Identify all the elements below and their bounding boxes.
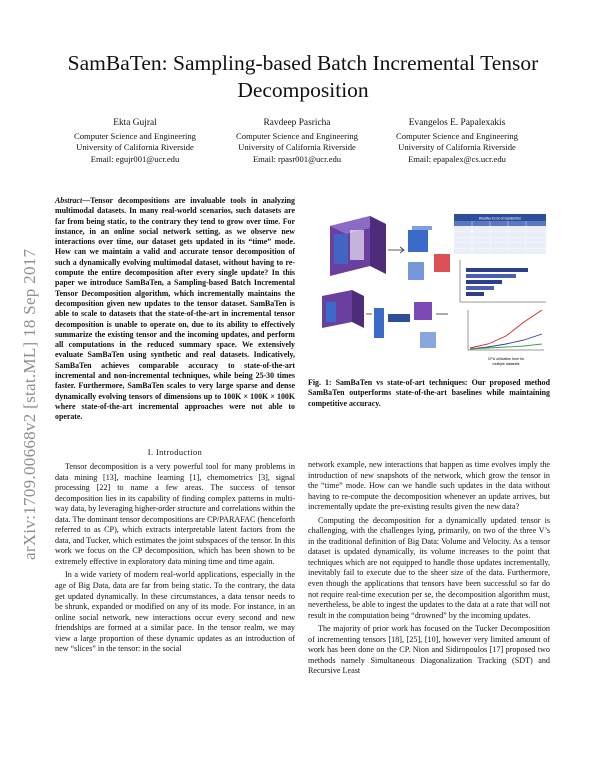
body-paragraph: Computing the decomposition for a dynamically updated tensor is challenging, with the challenges lying, primarily, on two of the three V’s in the traditional definition of Big Data: Volume and Velocity. As a tensor dataset is updated dynamically, its volume increases to the point that techniques which are not equipped to handle those updates incrementally, inevitably fail to execute due to the sheer size of the data. Furthermore, even though the applications that tensors have been successful so far do not require real-time execution per se, the decomposition algorithm must, nevertheless, be able to ingest the updates to the data at a rate that will not result in the computation being “drowned” by the incoming updates. bbox=[308, 515, 550, 620]
speedup-bar-chart bbox=[460, 260, 546, 302]
tensor-cube-icon bbox=[330, 216, 386, 276]
author-name: Evangelos E. Papalexakis bbox=[408, 118, 506, 128]
author-affiliation: University of California Riverside bbox=[76, 142, 194, 152]
introduction-text bbox=[55, 462, 295, 655]
figure-label-line1: CPU utilization time for bbox=[487, 357, 525, 361]
author-2 bbox=[212, 118, 382, 165]
sampled-tensor-icon bbox=[408, 226, 450, 280]
author-name: Ravdeep Pasricha bbox=[263, 118, 331, 128]
scalability-line-chart bbox=[468, 310, 544, 350]
figure-1 bbox=[308, 210, 550, 370]
author-1 bbox=[50, 118, 220, 165]
author-affiliation: University of California Riverside bbox=[398, 142, 516, 152]
paper-title: SamBaTen: Sampling-based Batch Incremental Tensor Decomposition bbox=[67, 51, 539, 102]
author-email: Email: epapalex@cs.ucr.edu bbox=[408, 153, 506, 164]
abstract-text: —Tensor decompositions are invaluable tools in analyzing multimodal datasets. In many real-world scenarios, such datasets are far from being static, to the contrary they tend to grow over time. For instance, in an online social network setting, as we observe new interactions over time, our dataset gets updated in its “time” mode. How can we maintain a valid and accurate tensor decomposition of such a dynamically evolving multimodal dataset, without having to re-compute the entire decomposition after every single update? In this paper we introduce SamBaTen, a Sampling-based Batch Incremental Tensor Decomposition algorithm, which incrementally maintains the decomposition given new updates to the tensor dataset. SamBaTen is able to scale to datasets that the state-of-the-art in incremental tensor decomposition is unable to operate on, due to its ability to effectively summarize the existing tensor and the incoming updates, and perform all computations in the reduced summary space. We extensively evaluate SamBaTen using synthetic and real datasets. Indicatively, SamBaTen achieves comparable accuracy to state-of-the-art incremental and non-incremental techniques, while being 25-30 times faster. Furthermore, SamBaTen scales to very large sparse and dense dynamically evolving tensors of dimensions up to 100K × 100K × 100K where state-of-the-art incremental approaches were not able to operate. bbox=[55, 196, 295, 422]
body-paragraph: The majority of prior work has focused on the Tucker Decomposition of incrementing tensors [18], [25], [10], however very limited amount of work has been done on the CP. Nion and Sidiropoulos [17] proposed two methods namely Simultaneous Diagonalization Tracking (SDT) and Recursive Least bbox=[308, 624, 550, 676]
intro-paragraph: In a wide variety of modern real-world applications, especially in the age of Big Data, data are far from being static. To the contrary, the data get updated dynamically. In these circumstances, a data tensor needs to be shrunk, expanded or modified on any of its mode. For instance, in an online social network, new interactions occur every second and new friendships are formed at a similar pace. In the tensor realm, we may view a large proportion of these dynamic updates as an introduction of new “slices” in the tensor: in the social bbox=[55, 570, 295, 654]
decomposition-factor-icon bbox=[374, 302, 436, 348]
author-dept: Computer Science and Engineering bbox=[396, 130, 518, 141]
author-email: Email: rpasr001@ucr.edu bbox=[252, 153, 342, 164]
author-affiliation: University of California Riverside bbox=[238, 142, 356, 152]
figure-1-illustration bbox=[308, 210, 550, 370]
body-paragraph: network example, new interactions that happen as time evolves imply the introduction of new snapshots of the network, which grow the tensor in the “time” mode. How can we handle such updates in the data without having to re-compute the decomposition whenever an update arrives, but incrementally update the pre-existing results given the new data? bbox=[308, 460, 550, 512]
author-block bbox=[50, 118, 550, 174]
figure-label-line2: multiple datasets bbox=[492, 362, 520, 366]
arxiv-side-stamp: arXiv:1709.00668v2 [stat.ML] 18 Sep 2017 bbox=[20, 248, 39, 560]
author-3 bbox=[372, 118, 542, 165]
right-column-text bbox=[308, 460, 550, 677]
figure-caption: Fig. 1: SamBaTen vs state-of-art techniques: Our proposed method SamBaTen outperforms state-of-the-art baselines while maintaining competitive accuracy. bbox=[308, 378, 550, 408]
author-email: Email: egujr001@ucr.edu bbox=[90, 153, 180, 164]
author-dept: Computer Science and Engineering bbox=[236, 130, 358, 141]
flow-arrow-icon bbox=[388, 247, 404, 253]
abstract bbox=[55, 196, 295, 423]
author-dept: Computer Science and Engineering bbox=[74, 130, 196, 141]
intro-paragraph: Tensor decomposition is a very powerful tool for many problems in data mining [13], machine learning [1], chemometrics [3], signal processing [22] to name a few areas. The success of tensor decomposition lies in its capability of finding complex patterns in multi-way data, by leveraging higher-order structure and correlations within the data. The dominant tensor decompositions are CP/PARAFAC (henceforth referred to as CP), which extracts interpretable latent factors from the data, and Tucker, which estimates the joint subspaces of the tensor. In this work we focus on the CP decomposition, which has been shown to be extremely effective in exploratory data mining time and time again. bbox=[55, 462, 295, 566]
incoming-update-icon bbox=[322, 290, 364, 328]
author-name: Ekta Gujral bbox=[113, 118, 157, 128]
table-title: Relative Error of SamBaTen bbox=[478, 216, 522, 221]
abstract-lead: Abstract bbox=[55, 196, 83, 205]
relative-error-table bbox=[454, 214, 546, 254]
section-heading-introduction: I. Introduction bbox=[147, 448, 203, 457]
